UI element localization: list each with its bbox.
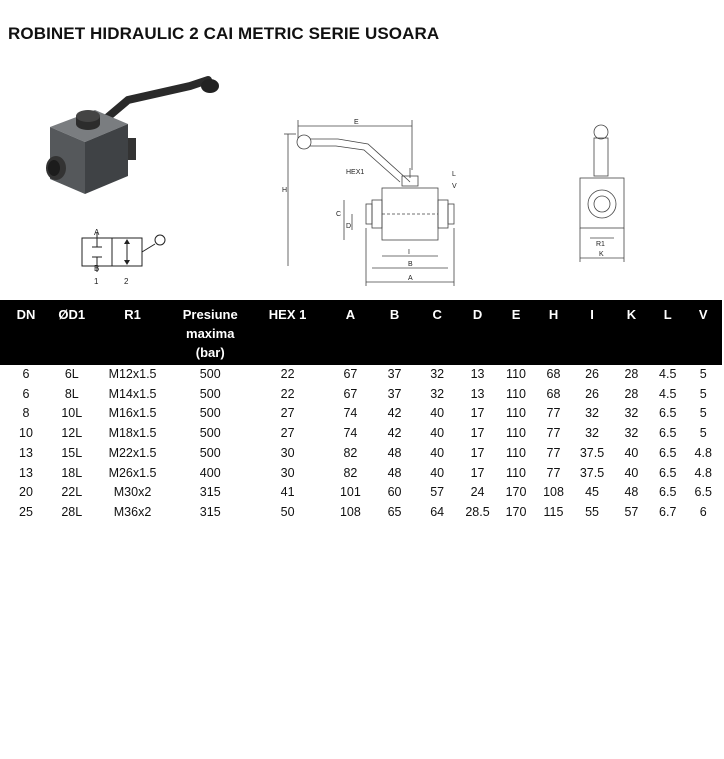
dim-label-i: I [408,249,410,256]
column-header: HEX 1 [247,300,328,365]
table-cell: M26x1.5 [108,465,157,480]
table-cell: 32 [430,386,445,401]
table-cell: 48 [387,465,402,480]
dim-label-a: A [408,275,413,282]
table-cell: 50 [280,504,295,519]
table-cell: 8 [22,406,30,421]
table-cell: 26 [585,367,599,381]
table-row [0,464,722,484]
table-cell: 40 [430,465,445,480]
table-cell: 17 [470,406,485,421]
table-cell: 28.5 [465,504,490,519]
table-cell: 60 [387,485,402,500]
table-cell: 500 [199,445,221,460]
symbol-port-1: 1 [94,277,99,286]
table-cell: 40 [624,465,639,480]
table-cell: 110 [506,386,526,401]
table-cell: 17 [470,426,485,441]
table-cell: 6 [699,504,707,519]
table-cell: 65 [387,504,402,519]
table-cell: 77 [546,445,561,460]
column-header: DN [0,300,52,365]
table-cell: 32 [585,426,599,441]
table-cell: 28L [61,504,83,519]
symbol-label-a: A [94,228,100,237]
table-cell: 115 [543,504,564,519]
table-cell: 6 [22,386,30,401]
table-cell: 13 [19,445,33,460]
valve-photo [40,72,225,202]
table-row [0,385,722,405]
table-cell: 500 [199,426,221,441]
dim-label-c: C [336,211,342,218]
table-cell: 42 [387,406,402,421]
table-cell: 22L [61,485,83,500]
table-cell: 6.5 [659,426,677,441]
table-cell: 22 [280,367,295,381]
table-cell: 42 [387,426,402,441]
table-cell: M30x2 [113,485,152,500]
dim-label-e: E [354,119,359,126]
table-cell: 37.5 [579,445,605,460]
table-cell: 57 [624,504,639,519]
table-cell: 74 [343,406,358,421]
dim-label-hex1: HEX1 [346,169,365,176]
table-cell: 77 [546,465,561,480]
symbol-port-2: 2 [124,277,129,286]
column-header: K [612,300,651,365]
dim-label-d: D [346,223,352,230]
table-cell: 32 [624,426,639,441]
table-cell: 4.5 [659,386,677,401]
table-cell: 8L [64,386,79,401]
table-cell: 500 [199,406,221,421]
table-cell: 400 [199,465,221,480]
table-cell: 32 [430,367,445,381]
column-header: L [651,300,685,365]
table-cell: 108 [339,504,361,519]
table-cell: 37.5 [579,465,605,480]
table-cell: 6.5 [659,465,677,480]
table-cell: 15L [61,445,83,460]
table-header-row [0,300,722,365]
table-cell: 13 [19,465,33,480]
table-cell: 110 [506,445,526,460]
table-cell: 13 [470,367,485,381]
table-cell: 12L [61,426,83,441]
table-cell: 6.5 [659,485,677,500]
table-cell: 110 [506,465,526,480]
side-dimension-drawing [278,112,478,290]
table-cell: 17 [470,465,485,480]
front-dimension-drawing [568,122,638,268]
table-cell: 6.7 [659,504,677,519]
table-cell: 315 [199,485,221,500]
column-header: C [417,300,458,365]
table-row [0,365,722,385]
table-cell: 32 [585,406,599,421]
table-cell: 45 [585,485,599,500]
table-cell: 55 [585,504,599,519]
column-header: H [535,300,572,365]
table-cell: 40 [430,426,445,441]
table-cell: 5 [699,406,707,421]
table-cell: M16x1.5 [108,406,157,421]
table-cell: 4.8 [694,465,712,480]
table-row [0,503,722,523]
table-cell: 4.5 [659,367,677,381]
column-header: Presiune maxima (bar) [174,300,247,365]
table-cell: 170 [505,504,527,519]
dim-label-r1: R1 [596,241,605,248]
table-cell: 48 [387,445,402,460]
table-cell: 25 [19,504,33,519]
table-cell: 28 [624,367,639,381]
table-cell: 500 [199,386,221,401]
table-cell: 13 [470,386,485,401]
spec-table [0,300,722,523]
table-cell: 40 [624,445,639,460]
table-cell: 40 [430,406,445,421]
table-cell: 30 [280,465,295,480]
table-cell: 110 [506,426,526,441]
symbol-label-b: B [94,264,100,273]
table-cell: 48 [624,485,639,500]
table-cell: 18L [61,465,83,480]
column-header: ØD1 [52,300,92,365]
table-cell: M36x2 [113,504,152,519]
table-cell: 27 [280,406,295,421]
page-title: ROBINET HIDRAULIC 2 CAI METRIC SERIE USOARA [8,24,440,43]
column-header: A [328,300,372,365]
table-cell: 67 [343,367,358,381]
table-cell: 74 [343,426,358,441]
dim-label-b: B [408,261,413,268]
table-cell: M22x1.5 [108,445,157,460]
table-cell: 110 [506,406,526,421]
table-cell: 500 [199,367,221,381]
column-header: B [373,300,417,365]
dim-label-h: H [282,187,288,194]
column-header: V [685,300,723,365]
table-cell: 27 [280,426,295,441]
table-cell: 6.5 [659,406,677,421]
table-cell: 315 [199,504,221,519]
table-cell: 108 [543,485,564,500]
table-cell: 22 [280,386,295,401]
table-cell: 10 [19,426,33,441]
table-cell: 4.8 [694,445,712,460]
dim-label-v: V [452,183,457,190]
table-cell: 28 [624,386,639,401]
table-cell: 6 [22,367,30,381]
dim-label-k: K [599,251,604,258]
table-cell: 24 [470,485,485,500]
table-cell: M18x1.5 [108,426,157,441]
table-cell: 20 [19,485,33,500]
table-cell: 30 [280,445,295,460]
table-cell: 170 [505,485,527,500]
table-row [0,404,722,424]
table-cell: M14x1.5 [108,386,157,401]
table-cell: 77 [546,426,561,441]
valve-symbol [80,228,180,290]
table-cell: 82 [343,445,358,460]
column-header: D [458,300,498,365]
table-cell: 101 [339,485,361,500]
table-cell: 32 [624,406,639,421]
table-row [0,444,722,464]
table-cell: 5 [699,386,707,401]
table-cell: 26 [585,386,599,401]
column-header: R1 [92,300,174,365]
table-cell: 10L [61,406,83,421]
table-cell: 6L [64,367,79,381]
table-cell: 68 [546,367,561,381]
table-row [0,424,722,444]
table-cell: 110 [506,367,526,381]
table-cell: M12x1.5 [108,367,157,381]
table-cell: 5 [699,367,707,381]
table-cell: 57 [430,485,445,500]
table-cell: 82 [343,465,358,480]
table-cell: 41 [280,485,295,500]
table-cell: 6.5 [659,445,677,460]
table-cell: 40 [430,445,445,460]
column-header: I [572,300,612,365]
table-cell: 5 [699,426,707,441]
table-cell: 77 [546,406,561,421]
table-row [0,483,722,503]
table-cell: 64 [430,504,445,519]
table-cell: 37 [387,386,402,401]
column-header: E [497,300,534,365]
table-cell: 68 [546,386,561,401]
dim-label-l: L [452,171,456,178]
table-cell: 17 [470,445,485,460]
table-cell: 37 [387,367,402,381]
table-cell: 6.5 [694,485,712,500]
table-cell: 67 [343,386,358,401]
